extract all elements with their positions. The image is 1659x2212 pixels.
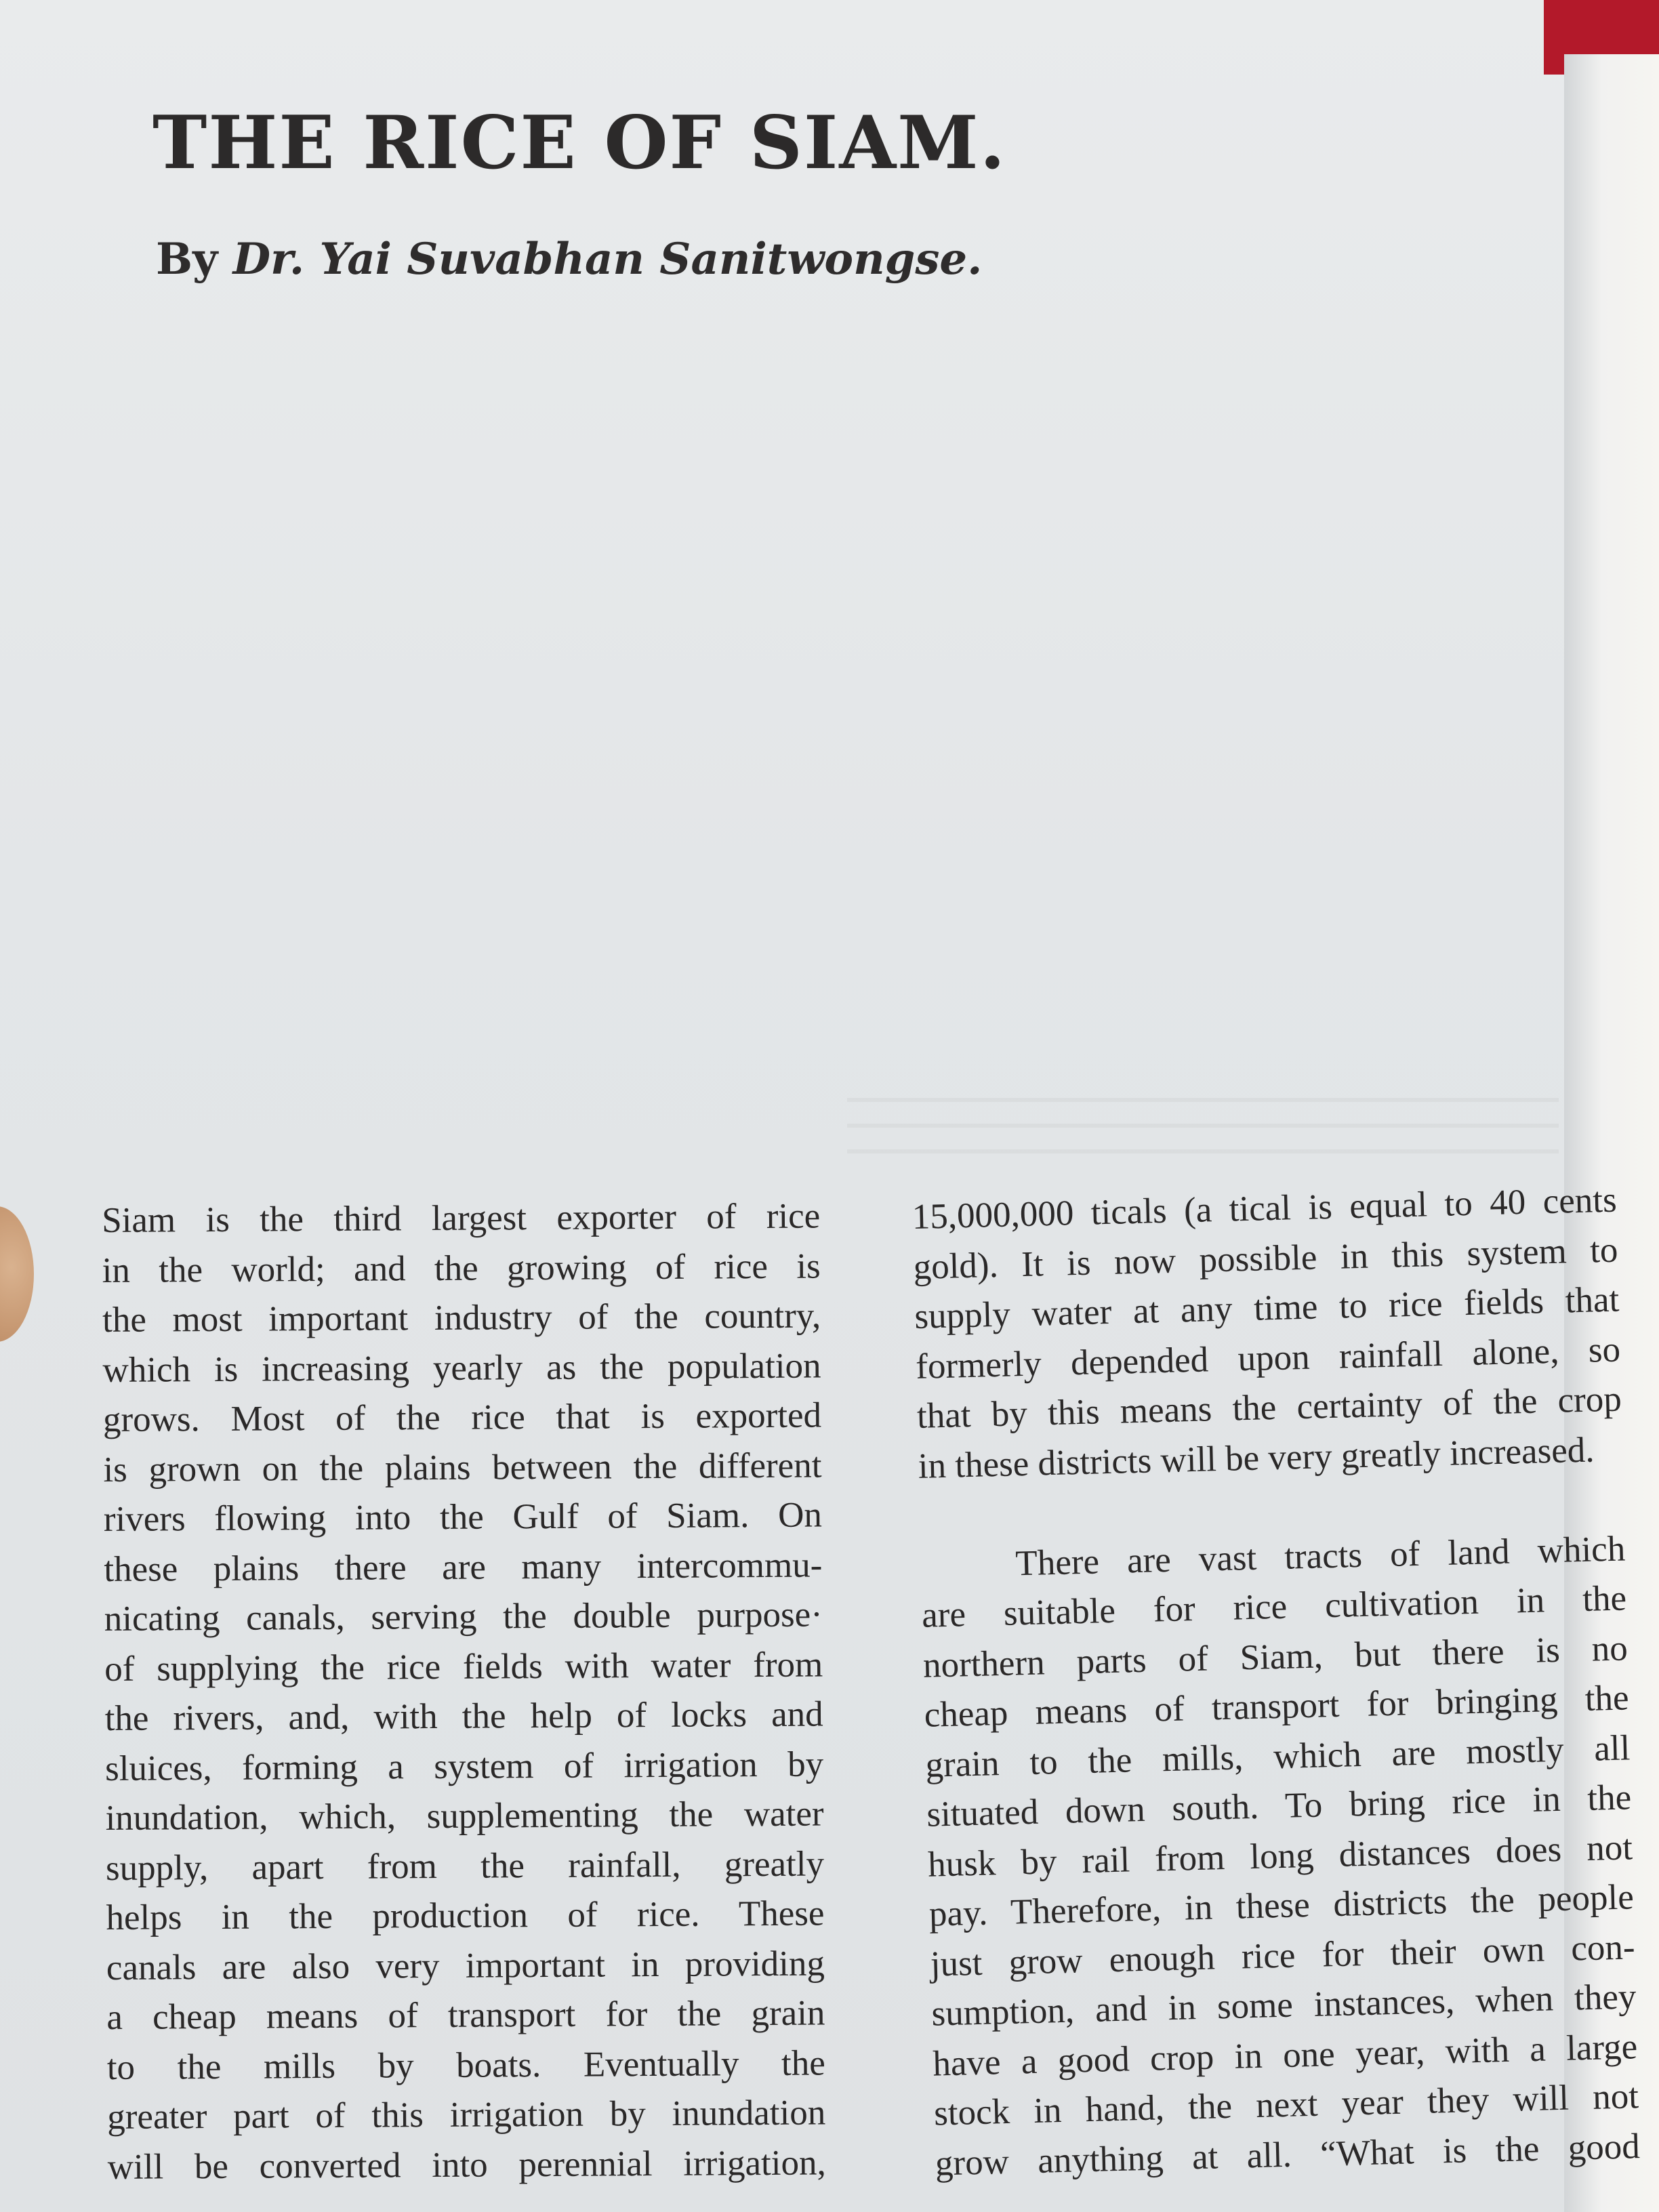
text-line: is grown on the plains between the different (103, 1446, 822, 1490)
text-line: canals are also very important in providing (106, 1944, 825, 1988)
text-line: inundation, which, supplementing the water (105, 1794, 824, 1838)
text-line: supply water at any time to rice fields that (914, 1279, 1620, 1336)
text-line: that by this means the certainty of the crop (916, 1379, 1622, 1436)
text-line: sluices, forming a system of irrigation by (104, 1744, 824, 1788)
byline-prefix: By (156, 234, 218, 285)
left-column (102, 1192, 826, 2192)
text-line: these plains there are many intercommu- (104, 1545, 823, 1589)
text-line: northern parts of Siam, but there is no (922, 1628, 1629, 1685)
text-line: in the world; and the growing of rice is (102, 1246, 821, 1290)
right-column (912, 1176, 1641, 2189)
finger (0, 1206, 34, 1342)
text-line: rivers flowing into the Gulf of Siam. On (103, 1495, 823, 1539)
text-line: the rivers, and, with the help of locks and (104, 1694, 823, 1738)
text-line: grows. Most of the rice that is exported (102, 1395, 822, 1439)
reverse-page-bleed (847, 1098, 1559, 1172)
text-line: formerly depended upon rainfall alone, so (915, 1330, 1621, 1387)
text-line: stock in hand, the next year they will not (933, 2076, 1639, 2133)
text-line: grain to the mills, which are mostly all (924, 1727, 1631, 1785)
text-line: 15,000,000 ticals (a tical is equal to 40 cents (912, 1180, 1618, 1237)
text-line: greater part of this irrigation by inundation (107, 2093, 826, 2137)
text-line: to the mills by boats. Eventually the (106, 2043, 826, 2087)
article-title: THE RICE OF SIAM. (152, 100, 1007, 186)
text-line: of supplying the rice fields with water from (104, 1645, 823, 1689)
article-byline (156, 234, 982, 285)
text-line: gold). It is now possible in this system to (912, 1230, 1619, 1287)
text-line: sumption, and in some instances, when they (930, 1977, 1637, 2034)
text-line: There are vast tracts of land which (1015, 1528, 1626, 1583)
text-line: situated down south. To bring rice in the (926, 1778, 1632, 1835)
text-line: pay. Therefore, in these districts the people (928, 1877, 1635, 1934)
text-line: will be converted into perennial irrigation, (107, 2142, 826, 2187)
text-line: helps in the production of rice. These (106, 1893, 825, 1938)
text-line: supply, apart from the rainfall, greatly (105, 1844, 825, 1888)
text-line: a cheap means of transport for the grain (106, 1993, 825, 2037)
text-line: nicating canals, serving the double purpose· (104, 1595, 823, 1639)
text-line: Siam is the third largest exporter of rice (102, 1196, 821, 1240)
text-line: which is increasing yearly as the population (102, 1346, 821, 1390)
text-line: the most important industry of the country, (102, 1296, 821, 1340)
text-line: cheap means of transport for bringing the (924, 1678, 1630, 1735)
text-line: grow anything at all. “What is the good (935, 2126, 1641, 2184)
text-line: husk by rail from long distances does not (927, 1827, 1633, 1885)
text-line: have a good crop in one year, with a large (932, 2026, 1638, 2084)
author-name: Dr. Yai Suvabhan Sanitwongse. (232, 234, 983, 285)
text-line: are suitable for rice cultivation in the (921, 1578, 1627, 1635)
text-line: just grow enough rice for their own con- (930, 1927, 1636, 1984)
text-line: in these districts will be very greatly increased. (918, 1430, 1595, 1486)
